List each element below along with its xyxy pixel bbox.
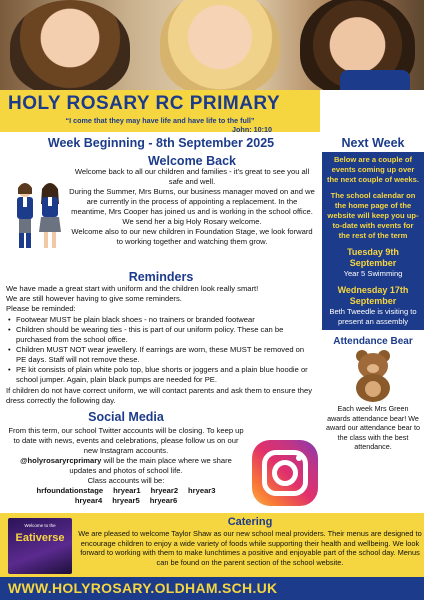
instagram-handle-link[interactable]: @holyrosaryrcprimary <box>20 456 102 465</box>
instagram-icon <box>252 440 318 506</box>
next-week-heading: Next Week <box>341 136 405 150</box>
welcome-section <box>6 152 316 270</box>
welcome-paragraph: Welcome also to our new children in Foundation Stage, we look forward to working together and watching them grow. <box>71 227 313 246</box>
catering-heading: Catering <box>227 516 273 528</box>
catering-text: We are pleased to welcome Taylor Shaw as our new school meal providers. Their menus are designed to encourage children to enjoy a wide variety of foods while supporting their health and wellbeing. We look forward to working with them to make lunchtimes a positive and enjoyable part of the school day. Menus can be found on the parent section of the school website. <box>78 529 422 567</box>
social-media-section <box>6 410 316 520</box>
social-main-account-text: will be the main place where we share updates and photos of school life. <box>69 456 232 475</box>
class-account-link[interactable]: hryear2 <box>150 486 179 495</box>
class-account-link[interactable]: hryear5 <box>112 496 140 505</box>
attendance-bear-heading: Attendance Bear <box>333 336 413 347</box>
instagram-icon-lens <box>272 460 298 486</box>
school-name: HOLY ROSARY RC PRIMARY <box>8 93 281 114</box>
book-title: Eativerse <box>15 532 65 544</box>
uniform-collar <box>340 70 410 90</box>
class-account-link[interactable]: hrfoundationstage <box>36 486 104 495</box>
book-subtitle: Welcome to the <box>24 523 56 528</box>
sidebar <box>322 132 424 512</box>
class-accounts-row <box>6 496 246 506</box>
footer <box>0 577 424 600</box>
attendance-bear-text: Each week Mrs Green awards attendance bear! We award our attendance bear to the class with the best attendance. <box>326 404 420 451</box>
reminders-intro: We have made a great start with uniform and the children look really smart! <box>6 284 259 293</box>
social-text <box>6 426 246 506</box>
class-accounts-row <box>6 486 246 496</box>
welcome-paragraph: During the Summer, Mrs Burns, our business manager moved on and we are currently in the process of appointing a replacement. In the meantime, Mrs Cooper has joined us and is working in the school office. We send her a big Holy Rosary welcome. <box>69 187 315 226</box>
uniform-children-icon <box>10 180 66 252</box>
next-week-panel <box>322 152 424 330</box>
reminders-section <box>6 270 316 406</box>
teddy-bear-icon <box>348 350 398 402</box>
reminders-intro: We are still however having to give some reminders. <box>6 294 182 303</box>
event-date: Tuesday 9th September <box>347 247 399 268</box>
list-item: • Children should be wearing ties - this is part of our uniform policy. These can be purchased from the school office. <box>6 325 316 345</box>
list-item: • PE kit consists of plain white polo top, blue shorts or joggers and a plain blue hoodie or school jumper. Again, plain black pumps are needed for PE. <box>6 365 316 385</box>
title-band <box>0 90 320 132</box>
social-main-account-line <box>6 456 246 476</box>
class-account-link[interactable]: hryear4 <box>74 496 103 505</box>
list-item: • Footwear MUST be plain black shoes - no trainers or branded footwear <box>6 315 316 325</box>
week-heading: Week Beginning - 8th September 2025 <box>47 136 275 150</box>
class-accounts-label: Class accounts will be: <box>87 476 165 485</box>
header-photo <box>0 0 424 90</box>
social-intro: From this term, our school Twitter accounts will be closing. To keep up to date with news, events and celebrations, please follow us on our new Instagram accounts. <box>8 426 244 455</box>
main-column <box>6 136 316 520</box>
instagram-icon-dot <box>296 455 302 461</box>
welcome-paragraph: Welcome back to all our children and families - it's great to see you all safe and well. <box>74 167 310 186</box>
welcome-heading: Welcome Back <box>147 154 236 168</box>
calendar-note: The school calendar on the home page of the website will keep you up-to-date with events for the rest of the term <box>327 191 419 240</box>
reminders-list <box>6 315 316 385</box>
bear-belly <box>365 381 381 397</box>
bear-snout <box>367 364 379 373</box>
event-description: Year 5 Swimming <box>343 269 403 278</box>
class-account-link[interactable]: hryear6 <box>149 496 178 505</box>
list-item: • Children MUST NOT wear jewellery. If earrings are worn, these MUST be removed on PE days. Staff will not remove these. <box>6 345 316 365</box>
next-week-intro: Below are a couple of events coming up over the next couple of weeks. <box>327 155 419 184</box>
reminders-intro: Please be reminded: <box>6 304 76 313</box>
school-website-link[interactable]: WWW.HOLYROSARY.OLDHAM.SCH.UK <box>8 580 278 596</box>
eativerse-book-image <box>8 518 72 574</box>
class-account-link[interactable]: hryear3 <box>188 486 216 495</box>
school-motto: “I come that they may have life and have life to the full” <box>65 116 255 125</box>
welcome-text <box>68 167 316 247</box>
motto-reference: John: 10:10 <box>232 125 272 134</box>
class-account-link[interactable]: hryear1 <box>113 486 141 495</box>
reminders-heading: Reminders <box>128 270 194 284</box>
event-date: Wednesday 17th September <box>337 285 409 306</box>
child-photo-center <box>160 0 280 90</box>
child-photo-left <box>10 0 130 90</box>
event-description: Beth Tweedle is visiting to present an assembly <box>329 307 417 326</box>
reminders-outro: If children do not have correct uniform, we will contact parents and ask them to ensure they dress correctly the following day. <box>6 386 313 405</box>
social-heading: Social Media <box>88 410 164 424</box>
